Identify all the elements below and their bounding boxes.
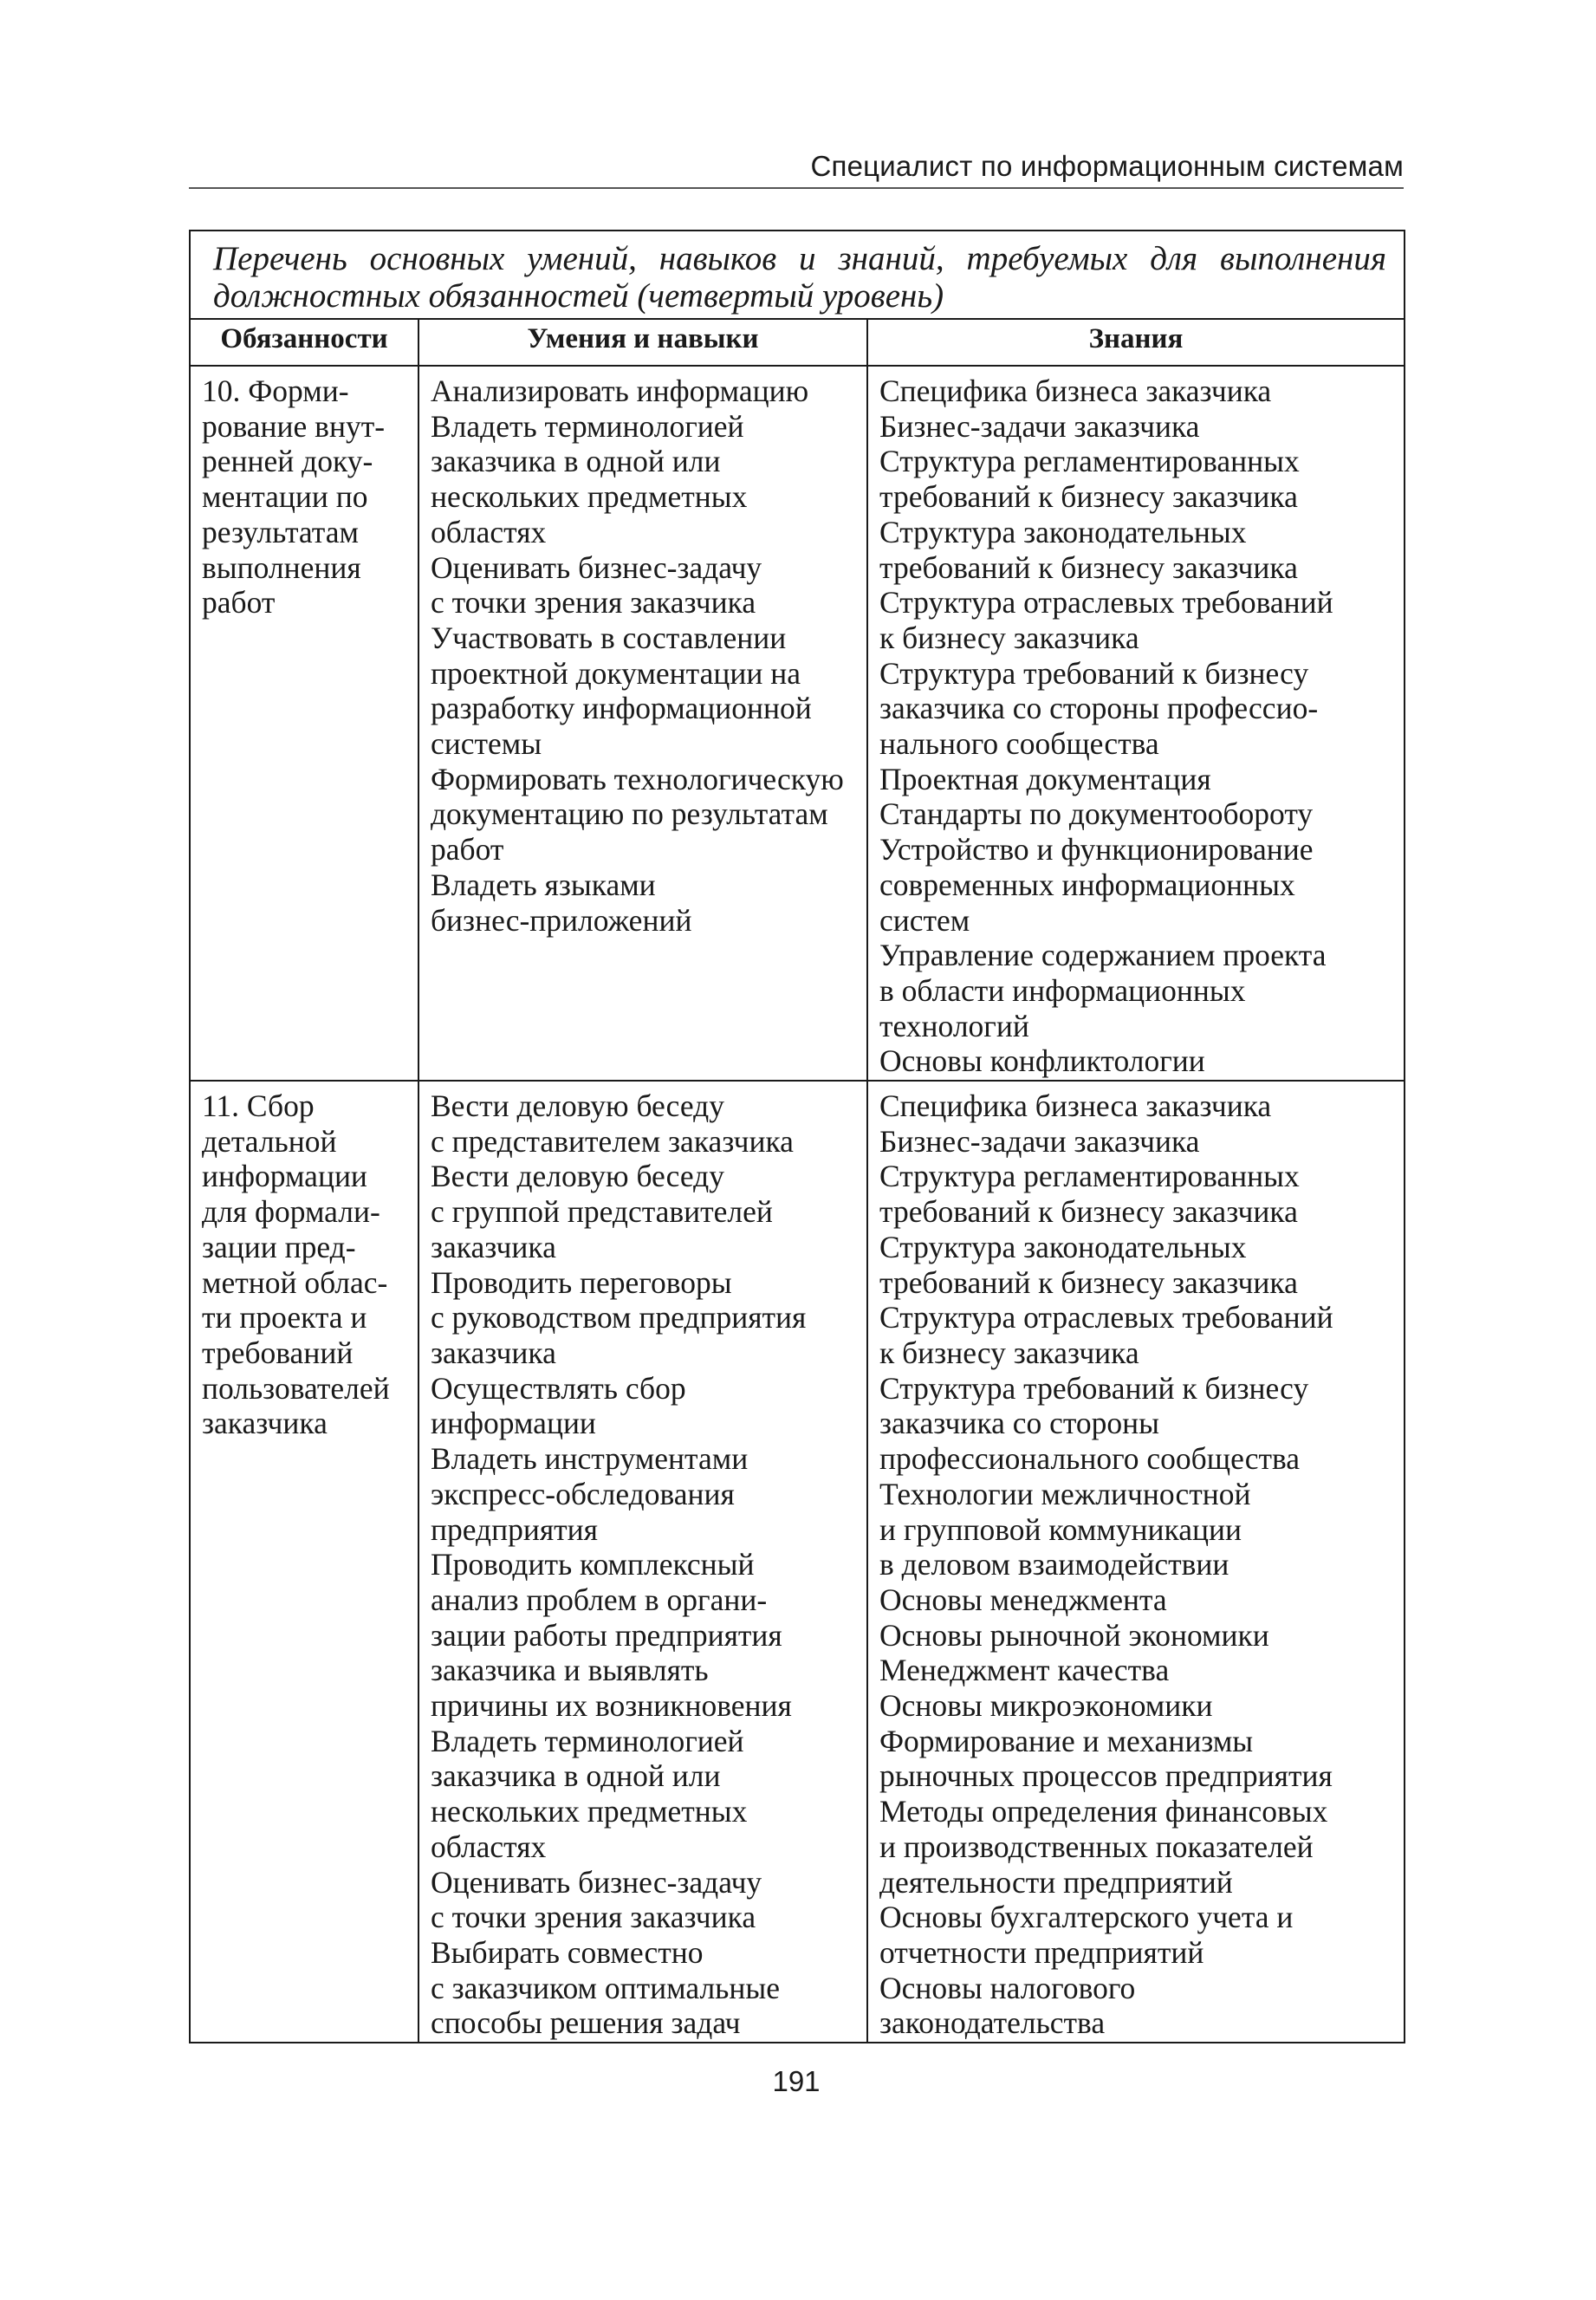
knowledge-line: технологий [879, 1008, 1029, 1043]
skills-line: Владеть терминологией [431, 408, 744, 444]
skills-line: Владеть языками [431, 867, 656, 902]
knowledge-line: Менеджмент качества [879, 1653, 1170, 1688]
duty-line: пользователей [202, 1370, 390, 1406]
knowledge-line: Основы менеджмента [879, 1582, 1167, 1617]
knowledge-line: Управление содержанием проекта [879, 938, 1327, 973]
skills-line: с заказчиком оптимальные [431, 1970, 780, 2005]
skills-line: с точки зрения заказчика [431, 585, 756, 620]
running-head: Специалист по информационным системам [810, 150, 1404, 182]
knowledge-line: и групповой коммуникации [879, 1511, 1242, 1547]
knowledge-line: Структура требований к бизнесу [879, 1370, 1309, 1406]
duty-cell [190, 366, 418, 1081]
knowledge-line: требований к бизнесу заказчика [879, 549, 1298, 585]
knowledge-line: Специфика бизнеса заказчика [879, 374, 1272, 408]
knowledge-line: Структура законодательных [879, 1229, 1247, 1264]
duty-line: заказчика [202, 1406, 328, 1441]
knowledge-line: в области информационных [879, 972, 1246, 1008]
skills-line: областях [431, 1829, 547, 1864]
column-header-knowledge: Знания [867, 319, 1405, 366]
duty-line: зации пред- [202, 1229, 356, 1264]
knowledge-line: рыночных процессов предприятия [879, 1758, 1333, 1794]
knowledge-line: Специфика бизнеса заказчика [879, 1088, 1272, 1124]
skills-line: Вести деловую беседу [431, 1088, 724, 1124]
knowledge-line: в деловом взаимодействии [879, 1547, 1229, 1582]
skills-line: проектной документации на [431, 655, 801, 691]
skills-line: областях [431, 514, 547, 549]
knowledge-line: систем [879, 902, 970, 938]
table-caption: Перечень основных умений, навыков и знаний, требуемых для выполнения должностных обязанностей (четвертый уровень) [190, 231, 1405, 319]
skills-line: Анализировать информацию [431, 374, 809, 408]
duty-line: ти проекта и [202, 1300, 367, 1335]
knowledge-line: заказчика со стороны [879, 1406, 1160, 1441]
duties-skills-knowledge-table [189, 230, 1405, 2043]
knowledge-line: Основы конфликтологии [879, 1043, 1205, 1079]
knowledge-line: требований к бизнесу заказчика [879, 1264, 1298, 1300]
knowledge-line: законодательства [879, 2005, 1106, 2041]
skills-line: заказчика [431, 1335, 556, 1370]
knowledge-line: Структура регламентированных [879, 1159, 1300, 1194]
column-header-skills: Умения и навыки [418, 319, 867, 366]
skills-line: информации [431, 1406, 596, 1441]
skills-line: Владеть инструментами [431, 1441, 749, 1477]
duty-cell [190, 1081, 418, 2043]
knowledge-line: профессионального сообщества [879, 1441, 1301, 1477]
skills-cell [418, 1081, 867, 2043]
duty-line: результатам [202, 514, 359, 549]
knowledge-line: заказчика со стороны профессио- [879, 691, 1319, 726]
duty-line: выполнения [202, 549, 361, 585]
duty-line: метной облас- [202, 1264, 388, 1300]
knowledge-line: Структура требований к бизнесу [879, 655, 1309, 691]
skills-line: зации работы предприятия [431, 1617, 782, 1653]
knowledge-cell [867, 1081, 1405, 2043]
skills-line: Осуществлять сбор [431, 1370, 686, 1406]
duty-line: детальной [202, 1123, 337, 1159]
skills-line: причины их возникновения [431, 1688, 792, 1724]
skills-cell [418, 366, 867, 1081]
knowledge-line: к бизнесу заказчика [879, 1335, 1139, 1370]
skills-line: способы решения задач [431, 2005, 741, 2041]
skills-line: с точки зрения заказчика [431, 1900, 756, 1935]
skills-line: предприятия [431, 1511, 599, 1547]
knowledge-line: Методы определения финансовых [879, 1794, 1328, 1829]
knowledge-line: Устройство и функционирование [879, 832, 1314, 867]
knowledge-line: Основы микроэкономики [879, 1688, 1213, 1724]
duty-line: требований [202, 1335, 354, 1370]
skills-line: заказчика в одной или [431, 444, 721, 479]
knowledge-line: Структура отраслевых требований [879, 585, 1333, 620]
knowledge-line: отчетности предприятий [879, 1934, 1204, 1970]
skills-line: Выбирать совместно [431, 1934, 704, 1970]
column-header-duties: Обязанности [190, 319, 418, 366]
skills-line: Формировать технологическую [431, 761, 844, 796]
skills-line: с руководством предприятия [431, 1300, 807, 1335]
knowledge-line: требований к бизнесу заказчика [879, 1194, 1298, 1230]
knowledge-line: Бизнес-задачи заказчика [879, 408, 1200, 444]
duty-line: ментации по [202, 479, 368, 515]
skills-line: заказчика в одной или [431, 1758, 721, 1794]
knowledge-line: Структура отраслевых требований [879, 1300, 1333, 1335]
knowledge-line: нального сообщества [879, 726, 1159, 762]
knowledge-line: деятельности предприятий [879, 1864, 1233, 1900]
knowledge-line: Основы налогового [879, 1970, 1136, 2005]
knowledge-line: Основы бухгалтерского учета и [879, 1900, 1294, 1935]
skills-line: Проводить переговоры [431, 1264, 732, 1300]
knowledge-line: Бизнес-задачи заказчика [879, 1123, 1200, 1159]
knowledge-line: Основы рыночной экономики [879, 1617, 1269, 1653]
skills-line: анализ проблем в органи- [431, 1582, 768, 1617]
page-number: 191 [772, 2065, 821, 2097]
header-rule [189, 187, 1404, 189]
duty-line: 10. Форми- [202, 374, 349, 408]
skills-line: с представителем заказчика [431, 1123, 794, 1159]
knowledge-line: Формирование и механизмы [879, 1723, 1254, 1758]
knowledge-line: современных информационных [879, 867, 1295, 902]
table-row [190, 366, 1405, 1081]
knowledge-line: Стандарты по документообороту [879, 796, 1314, 832]
skills-line: документацию по результатам [431, 796, 828, 832]
skills-line: разработку информационной [431, 691, 812, 726]
knowledge-line: Структура регламентированных [879, 444, 1300, 479]
duty-line: работ [202, 585, 276, 620]
knowledge-line: к бизнесу заказчика [879, 620, 1139, 655]
skills-line: Вести деловую беседу [431, 1159, 724, 1194]
duty-line: информации [202, 1159, 367, 1194]
knowledge-line: Технологии межличностной [879, 1476, 1251, 1511]
knowledge-line: требований к бизнесу заказчика [879, 479, 1298, 515]
skills-line: экспресс-обследования [431, 1476, 735, 1511]
skills-line: системы [431, 726, 542, 762]
duty-line: для формали- [202, 1194, 380, 1230]
skills-line: Оценивать бизнес-задачу [431, 549, 762, 585]
skills-line: с группой представителей [431, 1194, 773, 1230]
skills-line: нескольких предметных [431, 479, 748, 515]
skills-line: Владеть терминологией [431, 1723, 744, 1758]
skills-line: Проводить комплексный [431, 1547, 755, 1582]
table-row [190, 1081, 1405, 2043]
skills-line: заказчика [431, 1229, 556, 1264]
duty-line: ренней доку- [202, 444, 373, 479]
knowledge-line: Проектная документация [879, 761, 1211, 796]
duty-line: рование внут- [202, 408, 386, 444]
skills-line: работ [431, 832, 504, 867]
skills-line: бизнес-приложений [431, 902, 692, 938]
duty-line: 11. Сбор [202, 1088, 315, 1124]
skills-line: Участвовать в составлении [431, 620, 787, 655]
skills-line: Оценивать бизнес-задачу [431, 1864, 762, 1900]
skills-line: нескольких предметных [431, 1794, 748, 1829]
knowledge-line: и производственных показателей [879, 1829, 1314, 1864]
skills-line: заказчика и выявлять [431, 1653, 709, 1688]
knowledge-line: Структура законодательных [879, 514, 1247, 549]
knowledge-cell [867, 366, 1405, 1081]
